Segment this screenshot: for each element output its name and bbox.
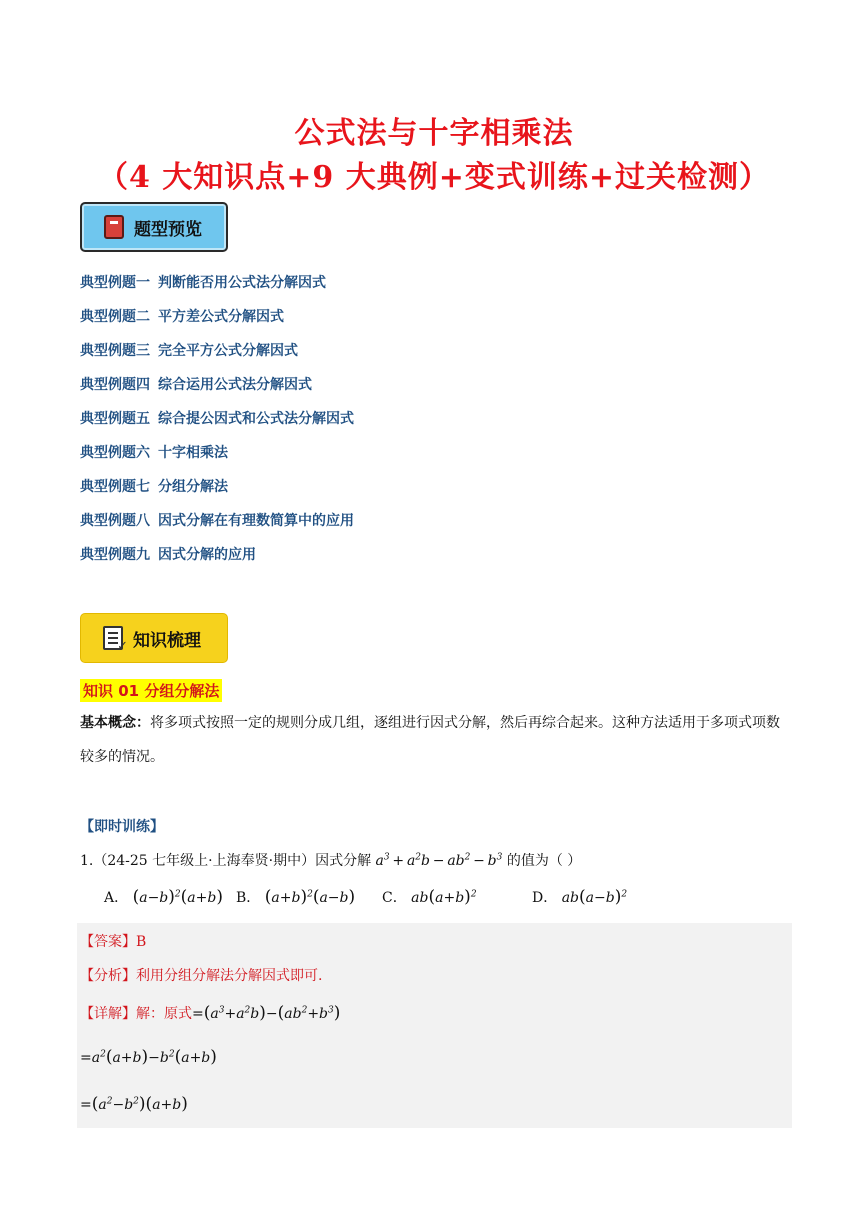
concept-text: 将多项式按照一定的规则分成几组，逐组进行因式分解，然后再综合起来。这种方法适用于多项式项数较多的情况。	[80, 715, 780, 765]
toc-item-text: 因式分解在有理数简算中的应用	[158, 513, 354, 529]
practice-tag: 【即时训练】	[80, 819, 164, 835]
toc-item-text: 综合提公因式和公式法分解因式	[158, 411, 354, 427]
option-a[interactable]: A． $(a-b)^2(a+b)$	[104, 887, 223, 907]
toc-item[interactable]	[80, 272, 326, 292]
page-title: 公式法与十字相乘法	[294, 116, 574, 151]
concept-label: 基本概念：	[80, 715, 150, 731]
detail-line: 【详解】解：原式$=(a^3+a^2b)-(ab^2+b^3)$	[80, 1003, 341, 1023]
toc-item-number: 典型例题一	[80, 275, 150, 291]
toc-item-text: 完全平方公式分解因式	[158, 343, 298, 359]
question-prefix: 1.（24-25 七年级上·上海奉贤·期中）因式分解	[80, 853, 372, 869]
section-badge-preview	[80, 202, 228, 252]
toc-item-number: 典型例题四	[80, 377, 150, 393]
toc-item-number: 典型例题三	[80, 343, 150, 359]
toc-item-text: 分组分解法	[158, 479, 228, 495]
toc-item[interactable]	[80, 340, 298, 360]
page-subtitle: （4 大知识点+9 大典例+变式训练+过关检测）	[97, 160, 771, 195]
toc-item-number: 典型例题七	[80, 479, 150, 495]
solution-step-2: $=(a^2-b^2)(a+b)$	[80, 1094, 188, 1114]
option-d[interactable]: D． $ab(a-b)^2$	[532, 887, 628, 907]
toc-item-number: 典型例题五	[80, 411, 150, 427]
toc-item-text: 因式分解的应用	[158, 547, 256, 563]
toc-item-number: 典型例题八	[80, 513, 150, 529]
question-1	[80, 850, 581, 870]
knowledge-heading: 知识 01 分组分解法	[80, 679, 222, 702]
badge-label: 知识梳理	[133, 630, 201, 651]
toc-item-text: 判断能否用公式法分解因式	[158, 275, 326, 291]
option-c[interactable]: C． $ab(a+b)^2$	[382, 887, 477, 907]
toc-item-number: 典型例题二	[80, 309, 150, 325]
toc-item[interactable]	[80, 442, 228, 462]
toc-item-text: 十字相乘法	[158, 445, 228, 461]
option-b[interactable]: B． $(a+b)^2(a-b)$	[236, 887, 356, 907]
toc-item[interactable]	[80, 408, 354, 428]
concept-paragraph	[80, 706, 792, 774]
toc-item-text: 平方差公式分解因式	[158, 309, 284, 325]
badge-label: 题型预览	[134, 219, 202, 240]
toc-item[interactable]	[80, 476, 228, 496]
checklist-icon	[103, 626, 123, 650]
question-suffix: 的值为（ ）	[506, 853, 582, 869]
toc-item[interactable]	[80, 510, 354, 530]
toc-item[interactable]	[80, 544, 256, 564]
toc-item-number: 典型例题九	[80, 547, 150, 563]
toc-item-text: 综合运用公式法分解因式	[158, 377, 312, 393]
toc-item[interactable]	[80, 306, 284, 326]
section-badge-knowledge	[80, 613, 228, 663]
question-expression: $a^3 + a^2b - ab^2 - b^3$	[375, 852, 503, 869]
answer-value: B	[136, 934, 147, 950]
answer-line: 【答案】B	[80, 934, 147, 950]
book-icon	[104, 215, 124, 239]
toc-item[interactable]	[80, 374, 312, 394]
analysis-line: 【分析】利用分组分解法分解因式即可.	[80, 968, 323, 984]
detail-expression: $=(a^3+a^2b)-(ab^2+b^3)$	[192, 1003, 341, 1023]
options-row	[104, 887, 627, 907]
toc-item-number: 典型例题六	[80, 445, 150, 461]
solution-step-1: $=a^2(a+b)-b^2(a+b)$	[80, 1047, 217, 1067]
